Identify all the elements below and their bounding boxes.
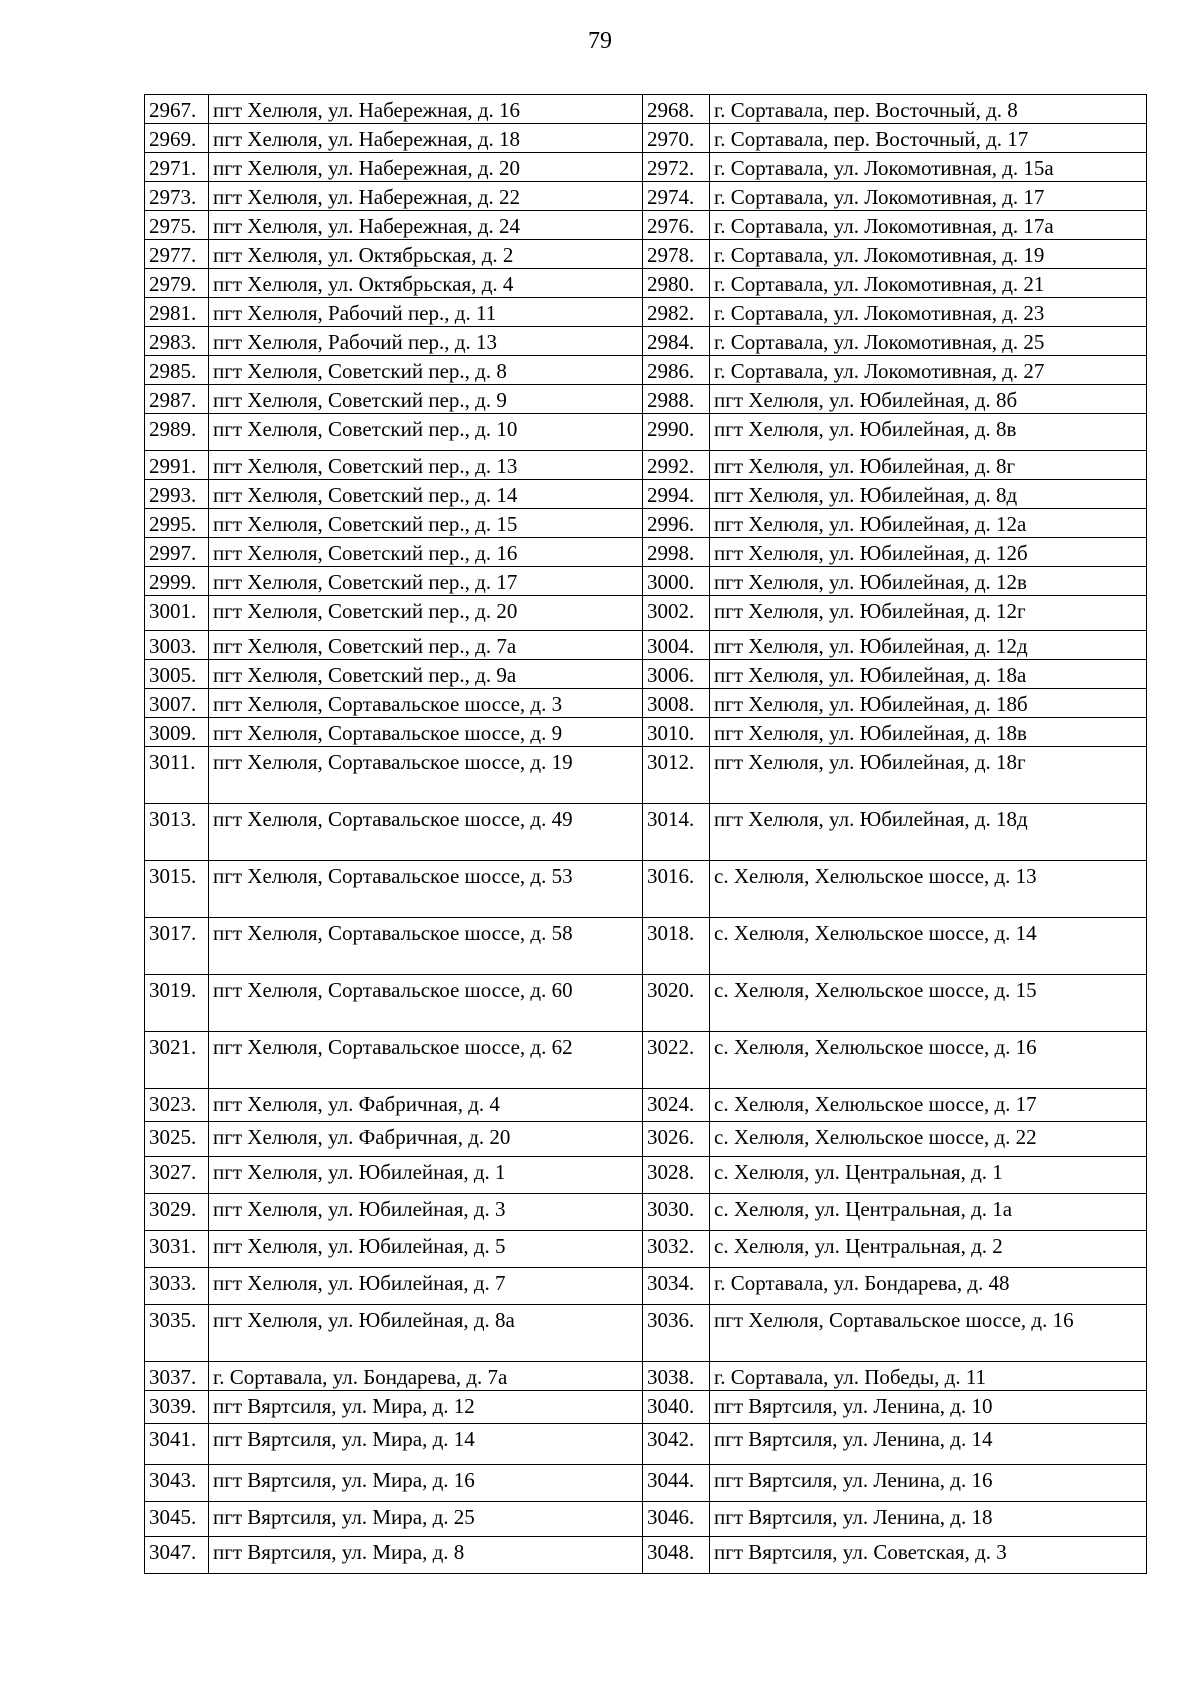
entry-number: 3024. (643, 1089, 710, 1122)
table-row (145, 414, 1147, 451)
entry-number: 3018. (643, 918, 710, 975)
entry-number: 3040. (643, 1391, 710, 1424)
entry-address: пгт Хелюля, ул. Юбилейная, д. 12г (710, 596, 1147, 631)
table-row (145, 1391, 1147, 1424)
entry-address: пгт Хелюля, ул. Набережная, д. 24 (209, 211, 643, 240)
entry-address: г. Сортавала, ул. Победы, д. 11 (710, 1362, 1147, 1391)
entry-address: пгт Хелюля, ул. Юбилейная, д. 18б (710, 689, 1147, 718)
entry-address: пгт Хелюля, Советский пер., д. 20 (209, 596, 643, 631)
table-row (145, 480, 1147, 509)
entry-number: 3014. (643, 804, 710, 861)
entry-address: пгт Хелюля, Сортавальское шоссе, д. 16 (710, 1305, 1147, 1362)
entry-address: пгт Хелюля, ул. Юбилейная, д. 18г (710, 747, 1147, 804)
entry-number: 2969. (145, 124, 209, 153)
entry-address: с. Хелюля, Хелюльское шоссе, д. 15 (710, 975, 1147, 1032)
entry-address: с. Хелюля, Хелюльское шоссе, д. 13 (710, 861, 1147, 918)
entry-number: 2992. (643, 451, 710, 480)
entry-address: пгт Хелюля, Сортавальское шоссе, д. 62 (209, 1032, 643, 1089)
entry-address: пгт Вяртсиля, ул. Советская, д. 3 (710, 1537, 1147, 1574)
entry-number: 3019. (145, 975, 209, 1032)
entry-address: г. Сортавала, пер. Восточный, д. 17 (710, 124, 1147, 153)
entry-address: пгт Хелюля, Советский пер., д. 15 (209, 509, 643, 538)
entry-number: 3023. (145, 1089, 209, 1122)
entry-number: 3000. (643, 567, 710, 596)
entry-address: пгт Вяртсиля, ул. Мира, д. 25 (209, 1502, 643, 1537)
entry-number: 2984. (643, 327, 710, 356)
table-row (145, 718, 1147, 747)
entry-address: пгт Вяртсиля, ул. Ленина, д. 14 (710, 1424, 1147, 1465)
entry-number: 2989. (145, 414, 209, 451)
table-row (145, 269, 1147, 298)
table-row (145, 804, 1147, 861)
entry-number: 3042. (643, 1424, 710, 1465)
entry-address: пгт Хелюля, ул. Юбилейная, д. 3 (209, 1194, 643, 1231)
table-row (145, 1194, 1147, 1231)
entry-number: 3010. (643, 718, 710, 747)
table-row (145, 975, 1147, 1032)
entry-number: 3045. (145, 1502, 209, 1537)
table-row (145, 153, 1147, 182)
entry-address: пгт Хелюля, ул. Фабричная, д. 4 (209, 1089, 643, 1122)
entry-address: пгт Вяртсиля, ул. Ленина, д. 10 (710, 1391, 1147, 1424)
table-row (145, 918, 1147, 975)
entry-number: 2970. (643, 124, 710, 153)
entry-address: пгт Хелюля, Рабочий пер., д. 11 (209, 298, 643, 327)
entry-number: 2972. (643, 153, 710, 182)
entry-address: с. Хелюля, ул. Центральная, д. 1а (710, 1194, 1147, 1231)
entry-address: пгт Хелюля, ул. Набережная, д. 18 (209, 124, 643, 153)
entry-address: пгт Хелюля, Советский пер., д. 9а (209, 660, 643, 689)
entry-number: 3002. (643, 596, 710, 631)
entry-address: с. Хелюля, Хелюльское шоссе, д. 17 (710, 1089, 1147, 1122)
table-row (145, 1032, 1147, 1089)
entry-address: пгт Хелюля, ул. Фабричная, д. 20 (209, 1122, 643, 1157)
entry-address: пгт Хелюля, ул. Октябрьская, д. 2 (209, 240, 643, 269)
entry-number: 2990. (643, 414, 710, 451)
entry-number: 3021. (145, 1032, 209, 1089)
entry-address: пгт Хелюля, ул. Октябрьская, д. 4 (209, 269, 643, 298)
entry-number: 2983. (145, 327, 209, 356)
entry-number: 3011. (145, 747, 209, 804)
table-row (145, 211, 1147, 240)
entry-number: 2968. (643, 95, 710, 124)
entry-number: 2976. (643, 211, 710, 240)
entry-number: 2973. (145, 182, 209, 211)
table-row (145, 298, 1147, 327)
table-row (145, 1157, 1147, 1194)
entry-address: г. Сортавала, ул. Локомотивная, д. 15а (710, 153, 1147, 182)
table-row (145, 631, 1147, 660)
entry-address: г. Сортавала, ул. Локомотивная, д. 19 (710, 240, 1147, 269)
table-row (145, 1362, 1147, 1391)
entry-address: пгт Хелюля, Сортавальское шоссе, д. 9 (209, 718, 643, 747)
table-row (145, 124, 1147, 153)
table-row (145, 509, 1147, 538)
entry-number: 3006. (643, 660, 710, 689)
entry-number: 3039. (145, 1391, 209, 1424)
table-row (145, 356, 1147, 385)
entry-number: 2997. (145, 538, 209, 567)
entry-number: 3025. (145, 1122, 209, 1157)
entry-number: 3003. (145, 631, 209, 660)
entry-number: 2981. (145, 298, 209, 327)
entry-number: 3028. (643, 1157, 710, 1194)
entry-address: пгт Хелюля, ул. Юбилейная, д. 8б (710, 385, 1147, 414)
entry-address: пгт Хелюля, ул. Юбилейная, д. 18а (710, 660, 1147, 689)
entry-address: пгт Хелюля, Сортавальское шоссе, д. 49 (209, 804, 643, 861)
entry-address: с. Хелюля, Хелюльское шоссе, д. 22 (710, 1122, 1147, 1157)
entry-address: пгт Хелюля, Советский пер., д. 9 (209, 385, 643, 414)
entry-address: с. Хелюля, Хелюльское шоссе, д. 16 (710, 1032, 1147, 1089)
entry-number: 3031. (145, 1231, 209, 1268)
entry-number: 3015. (145, 861, 209, 918)
entry-address: пгт Хелюля, ул. Набережная, д. 22 (209, 182, 643, 211)
entry-address: пгт Хелюля, ул. Юбилейная, д. 12в (710, 567, 1147, 596)
entry-number: 3012. (643, 747, 710, 804)
entry-address: пгт Хелюля, ул. Юбилейная, д. 8г (710, 451, 1147, 480)
entry-address: г. Сортавала, ул. Локомотивная, д. 27 (710, 356, 1147, 385)
table-row (145, 1089, 1147, 1122)
entry-address: пгт Хелюля, ул. Юбилейная, д. 12а (710, 509, 1147, 538)
entry-number: 3047. (145, 1537, 209, 1574)
entry-number: 3030. (643, 1194, 710, 1231)
entry-number: 3043. (145, 1465, 209, 1502)
entry-number: 3035. (145, 1305, 209, 1362)
table-row (145, 385, 1147, 414)
entry-number: 3026. (643, 1122, 710, 1157)
table-row (145, 451, 1147, 480)
table-row (145, 95, 1147, 124)
entry-address: пгт Вяртсиля, ул. Мира, д. 14 (209, 1424, 643, 1465)
entry-number: 3013. (145, 804, 209, 861)
table-row (145, 182, 1147, 211)
entry-address: пгт Вяртсиля, ул. Мира, д. 16 (209, 1465, 643, 1502)
entry-number: 2988. (643, 385, 710, 414)
entry-number: 3007. (145, 689, 209, 718)
entry-address: пгт Хелюля, ул. Юбилейная, д. 7 (209, 1268, 643, 1305)
entry-number: 3027. (145, 1157, 209, 1194)
entry-address: пгт Хелюля, Сортавальское шоссе, д. 3 (209, 689, 643, 718)
entry-number: 3037. (145, 1362, 209, 1391)
entry-address: пгт Хелюля, Советский пер., д. 8 (209, 356, 643, 385)
entry-number: 2982. (643, 298, 710, 327)
page-number: 79 (588, 28, 612, 54)
entry-address: пгт Хелюля, Советский пер., д. 16 (209, 538, 643, 567)
entry-number: 3016. (643, 861, 710, 918)
entry-address: г. Сортавала, пер. Восточный, д. 8 (710, 95, 1147, 124)
entry-address: пгт Хелюля, ул. Юбилейная, д. 18в (710, 718, 1147, 747)
entry-address: пгт Хелюля, ул. Юбилейная, д. 8в (710, 414, 1147, 451)
entry-address: пгт Хелюля, ул. Юбилейная, д. 8д (710, 480, 1147, 509)
entry-number: 2991. (145, 451, 209, 480)
table-row (145, 1268, 1147, 1305)
table-row (145, 240, 1147, 269)
entry-address: пгт Хелюля, ул. Юбилейная, д. 1 (209, 1157, 643, 1194)
entry-address: г. Сортавала, ул. Локомотивная, д. 17 (710, 182, 1147, 211)
table-row (145, 596, 1147, 631)
entry-number: 2987. (145, 385, 209, 414)
address-table-body (145, 95, 1147, 1574)
entry-number: 3001. (145, 596, 209, 631)
entry-number: 3046. (643, 1502, 710, 1537)
entry-address: пгт Хелюля, Рабочий пер., д. 13 (209, 327, 643, 356)
entry-number: 2979. (145, 269, 209, 298)
entry-address: пгт Хелюля, ул. Юбилейная, д. 8а (209, 1305, 643, 1362)
entry-number: 2977. (145, 240, 209, 269)
entry-address: пгт Хелюля, Советский пер., д. 13 (209, 451, 643, 480)
entry-number: 2995. (145, 509, 209, 538)
entry-address: пгт Хелюля, Сортавальское шоссе, д. 19 (209, 747, 643, 804)
entry-address: пгт Хелюля, Советский пер., д. 14 (209, 480, 643, 509)
entry-number: 3033. (145, 1268, 209, 1305)
table-row (145, 1424, 1147, 1465)
entry-number: 2999. (145, 567, 209, 596)
entry-address: с. Хелюля, ул. Центральная, д. 1 (710, 1157, 1147, 1194)
entry-number: 2996. (643, 509, 710, 538)
entry-number: 3008. (643, 689, 710, 718)
entry-number: 3038. (643, 1362, 710, 1391)
entry-address: пгт Хелюля, ул. Юбилейная, д. 18д (710, 804, 1147, 861)
entry-address: пгт Хелюля, ул. Юбилейная, д. 5 (209, 1231, 643, 1268)
table-row (145, 1305, 1147, 1362)
entry-number: 2986. (643, 356, 710, 385)
entry-address: пгт Вяртсиля, ул. Мира, д. 8 (209, 1537, 643, 1574)
entry-number: 2967. (145, 95, 209, 124)
entry-address: пгт Вяртсиля, ул. Мира, д. 12 (209, 1391, 643, 1424)
entry-number: 3022. (643, 1032, 710, 1089)
entry-address: г. Сортавала, ул. Локомотивная, д. 23 (710, 298, 1147, 327)
entry-address: пгт Вяртсиля, ул. Ленина, д. 16 (710, 1465, 1147, 1502)
entry-address: пгт Вяртсиля, ул. Ленина, д. 18 (710, 1502, 1147, 1537)
entry-address: пгт Хелюля, Советский пер., д. 7а (209, 631, 643, 660)
entry-number: 3029. (145, 1194, 209, 1231)
entry-address: г. Сортавала, ул. Локомотивная, д. 21 (710, 269, 1147, 298)
entry-address: г. Сортавала, ул. Локомотивная, д. 17а (710, 211, 1147, 240)
entry-number: 3004. (643, 631, 710, 660)
entry-number: 3036. (643, 1305, 710, 1362)
table-row (145, 660, 1147, 689)
entry-number: 3032. (643, 1231, 710, 1268)
entry-number: 3048. (643, 1537, 710, 1574)
table-row (145, 1231, 1147, 1268)
entry-address: пгт Хелюля, ул. Набережная, д. 20 (209, 153, 643, 182)
table-row (145, 1502, 1147, 1537)
table-row (145, 1537, 1147, 1574)
entry-address: пгт Хелюля, ул. Юбилейная, д. 12д (710, 631, 1147, 660)
table-row (145, 689, 1147, 718)
entry-number: 2993. (145, 480, 209, 509)
entry-number: 2975. (145, 211, 209, 240)
table-row (145, 327, 1147, 356)
entry-address: пгт Хелюля, Сортавальское шоссе, д. 53 (209, 861, 643, 918)
entry-address: пгт Хелюля, ул. Набережная, д. 16 (209, 95, 643, 124)
entry-number: 2971. (145, 153, 209, 182)
entry-number: 3044. (643, 1465, 710, 1502)
entry-number: 3017. (145, 918, 209, 975)
entry-number: 2994. (643, 480, 710, 509)
entry-address: пгт Хелюля, ул. Юбилейная, д. 12б (710, 538, 1147, 567)
address-table (144, 94, 1147, 1574)
table-row (145, 747, 1147, 804)
table-row (145, 1465, 1147, 1502)
entry-address: с. Хелюля, Хелюльское шоссе, д. 14 (710, 918, 1147, 975)
table-row (145, 861, 1147, 918)
entry-number: 3020. (643, 975, 710, 1032)
entry-address: пгт Хелюля, Сортавальское шоссе, д. 60 (209, 975, 643, 1032)
entry-number: 2980. (643, 269, 710, 298)
entry-address: г. Сортавала, ул. Бондарева, д. 48 (710, 1268, 1147, 1305)
entry-address: г. Сортавала, ул. Локомотивная, д. 25 (710, 327, 1147, 356)
table-row (145, 567, 1147, 596)
entry-address: пгт Хелюля, Советский пер., д. 17 (209, 567, 643, 596)
entry-number: 2998. (643, 538, 710, 567)
entry-address: с. Хелюля, ул. Центральная, д. 2 (710, 1231, 1147, 1268)
entry-number: 3034. (643, 1268, 710, 1305)
entry-number: 2978. (643, 240, 710, 269)
table-row (145, 1122, 1147, 1157)
entry-address: г. Сортавала, ул. Бондарева, д. 7а (209, 1362, 643, 1391)
entry-address: пгт Хелюля, Советский пер., д. 10 (209, 414, 643, 451)
table-row (145, 538, 1147, 567)
entry-number: 2985. (145, 356, 209, 385)
entry-number: 3005. (145, 660, 209, 689)
entry-number: 2974. (643, 182, 710, 211)
entry-number: 3009. (145, 718, 209, 747)
entry-address: пгт Хелюля, Сортавальское шоссе, д. 58 (209, 918, 643, 975)
entry-number: 3041. (145, 1424, 209, 1465)
